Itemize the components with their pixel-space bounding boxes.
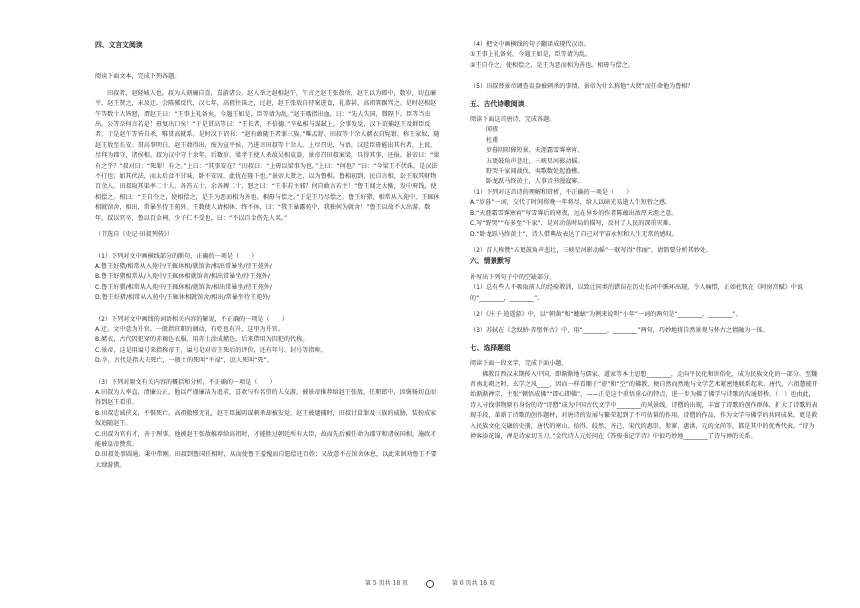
- left-page-column: [95, 0, 442, 471]
- dictation-item-3: （3）苏轼在《念奴娇·赤壁怀古》中，用“________，________”两句，巧妙地将自然景观与怀古之情融为一体。: [470, 327, 769, 335]
- poem-question-1-stem: （1）下列对这首诗的理解和赏析，不正确的一项是（ ）: [470, 188, 633, 196]
- poetry-instruction: 阅读下面这首唐诗，完成各题。: [470, 116, 556, 124]
- left-page-number: 第 5 页共 18 页: [364, 580, 409, 587]
- q3-option-b: B.田叔忠诚侠义，不惧死亡。高祖傲慢无礼，赵王臣属阴谋刺杀却被发觉，赵王被逮捕时，田叔甘冒罪及三族的威胁，装扮成家奴追随赵王。: [95, 409, 437, 428]
- section-heading-classical: 四、文言文阅读: [95, 41, 143, 49]
- right-page-number: 第 6 页共 18 页: [451, 580, 496, 587]
- q1-option-b: B.鲁王好猎相常从/入苑中/王辄休相就馆舍/相出常暴坐/待王苑外/: [95, 273, 270, 281]
- section-heading-dictation: 六、情景默写: [470, 257, 511, 266]
- q2-option-b: B.赭衣，古代囚犯穿的赤褐色衣服，用赤土涂成赭色，后来借用为囚犯的代称。: [95, 336, 309, 344]
- poem-block: [470, 125, 820, 187]
- classical-passage: 田叔者，赵陉城人也。叔为人刻廉自喜，喜游诸公。赵人举之赵相赵午，午言之赵王张敖所，赵王以为郎中，数岁，切直廉平，赵王贤之，未及迁。会陈豨反代，汉七年，高祖往诛之，过赵，赵王张敖自持案进食，礼恭甚，高祖箕踞骂之。是时赵相赵午等数十人皆怒，谓赵王曰：“王事上礼备矣，今遇王如是，臣等请为乱。”赵王啮指出血，曰：“先人失国，微陛下，臣等当虫出。公等奈何言若是！毋复出口矣！”于是贯高等曰：“王长者，不倍德。”卒私相与谋弑上。会事发觉，汉下诏捕赵王及群臣反者，于是赵午等皆自杀，唯贯高就系。是时汉下诏书：“赵有敢随王者罪三族。”唯孟舒、田叔等十余人赭衣自髡钳，称王家奴，随赵王敖至长安。贯高事明白，赵王敖得出，废为宣平侯，乃进言田叔等十余人。上尽召见，与语，汉廷臣毋能出其右者，上说，尽拜为郡守、诸侯相。叔为汉中守十余年。后数岁，梁孝王使人杀故吴相袁盎，景帝召田叔案梁，具得其事，还报。景帝曰：“梁有之乎？”叔对曰：“死罪！有之。”上曰：“其事安在？”田叔曰：“上毋以梁事为也。”上曰：“何也？”曰：“今梁王不伏诛，是汉法不行也；如其伏法，而太后食不甘味，卧不安席，此忧在陛下也。”景帝大贤之，以为鲁相。鲁相初到，民自言相，讼王取其财物百余人。田叔取其渠率二十人，各笞五十，余各搏二十，怒之曰：“王非若主邪？何自敢言若主！”鲁王闻之大惭，发中府钱，使相偿之。相曰：“王自夺之，使相偿之，是王为恶而相为善也。相毋与偿之。”于是王乃尽偿之。鲁王好猎，相常从入苑中，王辄休相就馆舍，相出，常暴坐待王苑外。王数使人请相休，终不休，曰：“我王暴露苑中，我独何为就舍！”鲁王以故不大出游。数年，叔以官卒，鲁以百金祠，少子仁不受也，曰：“不以百金伤先人名。”: [95, 89, 440, 222]
- q4-item-2: ②王自夺之，使相偿之，是王为恶而相为善也。相毋与偿之。: [470, 61, 634, 69]
- dictation-item-1: （1）总有些人不吸取前人的经验教训，以致让同类的错误在历史长河中循环出现，令人痛惜，正如杜牧在《阿房宫赋》中说的“________，________”。: [470, 284, 803, 302]
- right-page-column: [470, 0, 820, 442]
- passage-source: （节选自《史记·田叔列传》）: [95, 231, 174, 239]
- q1-option-c: C.鲁王好猎/相常从入苑中/王辄休相/就馆舍/相出常暴坐/待王苑外/: [95, 283, 272, 291]
- dictation-item-2: （2）《庄子·逍遥游》中，以“朝菌”和“蟪蛄”为例来说明“小年”一词的两句是“________，________”。: [470, 310, 742, 318]
- page-footer: [0, 578, 860, 588]
- dictation-instruction: 补写出下列句子中的空缺部分。: [470, 273, 556, 281]
- poem-line-4: 卧龙跃马终黄土，人事音书漫寂寥。: [486, 178, 584, 186]
- poem-question-2-stem: （2）首人称赞“五更鼓角声悲壮，三峡星河影动摇”一联写得“伟丽”，请简要分析其妙处。: [470, 246, 712, 254]
- choice-instruction: 阅读下面一段文字，完成下面小题。: [470, 360, 568, 368]
- binding-circle-icon: [426, 580, 434, 588]
- q3-option-d: D.田叔处事圆通，秉中带刚。田叔到鲁国任相时，从而使鲁王羞愧而自愿偿还百姓；又故意不在馆舍休息，以此来讽劝鲁王不要大肆游猎。: [95, 451, 437, 469]
- poem-author: 杜甫: [486, 136, 499, 144]
- reading-instruction: 阅读下面文本，完成下列各题。: [95, 73, 181, 81]
- question-1-stem: （1）下列对文中画横线部分的断句，正确的一项是（ ）: [95, 252, 258, 260]
- q3-option-a: A.田叔为人率直，清廉公正。他以严谨廉洁为追求，喜欢与有名望的人交游，被景帝推荐给赵王张敖，任职郎中，因褒扬切直而得到赵王看重。: [95, 388, 437, 407]
- q2-option-a: A.迁，文中意为升官。一般指官职的调动，有贬也有升，这里为升官。: [95, 325, 284, 333]
- q4-item-1: ①王事上礼备矣，今遇王如是，臣等请为乱。: [470, 51, 592, 59]
- section-heading-choice: 七、选择题组: [470, 343, 511, 352]
- section-heading-poetry: 五、古代诗歌阅读: [470, 99, 525, 108]
- question-5-stem: （5）田叔替景帝调查袁盎被刺杀的事情，景帝为什么称他“大贤”而任命他为鲁相？: [470, 83, 694, 91]
- q2-option-d: D.卒，古代是指大夫死亡，一般士的死叫“不禄”，庶人死叫“死”。: [95, 357, 273, 365]
- poem-title: 闻夜: [486, 126, 499, 134]
- poem-line-2: 五更鼓角声悲壮，三峡星河影动摇。: [486, 157, 584, 165]
- question-4-stem: （4）把文中画横线的句子翻译成现代汉语。: [470, 41, 590, 48]
- question-3-stem: （3）下列对原文有关内容的概括和分析，不正确的一项是（ ）: [95, 378, 276, 386]
- pq1-option-d: D.“卧龙跃马终黄土”，诗人借典故表达了自己对宇宙永恒和人生无常的感叹。: [470, 230, 678, 238]
- poem-line-3: 野哭千家闻战伐，夷歌数处起渔樵。: [486, 168, 584, 176]
- question-2-stem: （2）下列对文中画线的词语相关内容的解说，不正确的一项是（ ）: [95, 315, 288, 323]
- pq1-option-c: C.写“野哭”“布多至“千家”，是对动荡时局的描写，反衬了人民的深重灾难。: [470, 220, 675, 228]
- poem-line-1: 岁暮阴阳催短景，天涯霜雪霁寒宵。: [486, 147, 584, 155]
- pq1-option-b: B.“天涯霜雪霁寒宵”写雪霁后的寒夜，远在异乡的作者陈蕴出浓厚天涯之意。: [470, 209, 678, 217]
- q2-option-c: C.景帝，这是用谥号来指称帝王，谥号是对帝王死后的评价，还有年号、封号等指称。: [95, 346, 327, 354]
- choice-passage: 佛教自西汉末期传入中国，即渐渐地与儒家、道家等本土思想________，走向平民化和世俗化，成为民族文化的一部分。至魏晋南北朝之时，玄学之风____，因而一样看顺于“虚”和“空”的佛教，便自然而然地与文学艺术紧密地联系起来。唐代，六祖慧能开始渐渐禅宗，主张“顿悟成佛”“即心即佛”，——正是这个重悟重心的特点，进一步为佛了佛学与诗歌的沟通搭桥。（ ）也由此，诗人寻找事物原有身份的诗“诗僧”成为中国古代文学中________的风景线。诗僧的出现，丰富了诗歌的创作群体，扩大了诗歌的表现手段，革新了诗歌的创作题材，对唐诗的发展与繁荣起到了不可估量的作用。诗僧的作品，作为文学与佛学的共同成果，更是救入民族文化交融的史册，唐代的寒山、拾得、皎然、齐己，宋代的惠崇、参寥、惠洪，元的文尚等，都是其中的优秀代表。“诗为禅客添花锦，禅是诗家切玉刀。”金代诗人元好问在《答俊书记学诗》中很巧妙地________了诗与禅的关系。: [470, 370, 818, 440]
- q1-option-d: D.鲁王好猎/相常从入苑中/王辄休相就馆舍/相出/常暴坐待王苑外/: [95, 294, 271, 302]
- pq1-option-a: A.“岁暮”一词，交代了时间将晚一年将尽，给人以暗光易逝人生短暂之感。: [470, 199, 672, 207]
- q3-option-c: C.田叔为官有才，善于理事。他被赵王张敖推荐给高祖时，才能胜过朝廷所有大臣，故而先后被任命为郡守和诸侯国相，施政才能被皇帝赞赏。: [95, 430, 437, 448]
- q1-option-a: A.鲁王好猎/相常从入苑中/王辄休相/就馆舍/相出常暴坐/待王苑外/: [95, 262, 272, 270]
